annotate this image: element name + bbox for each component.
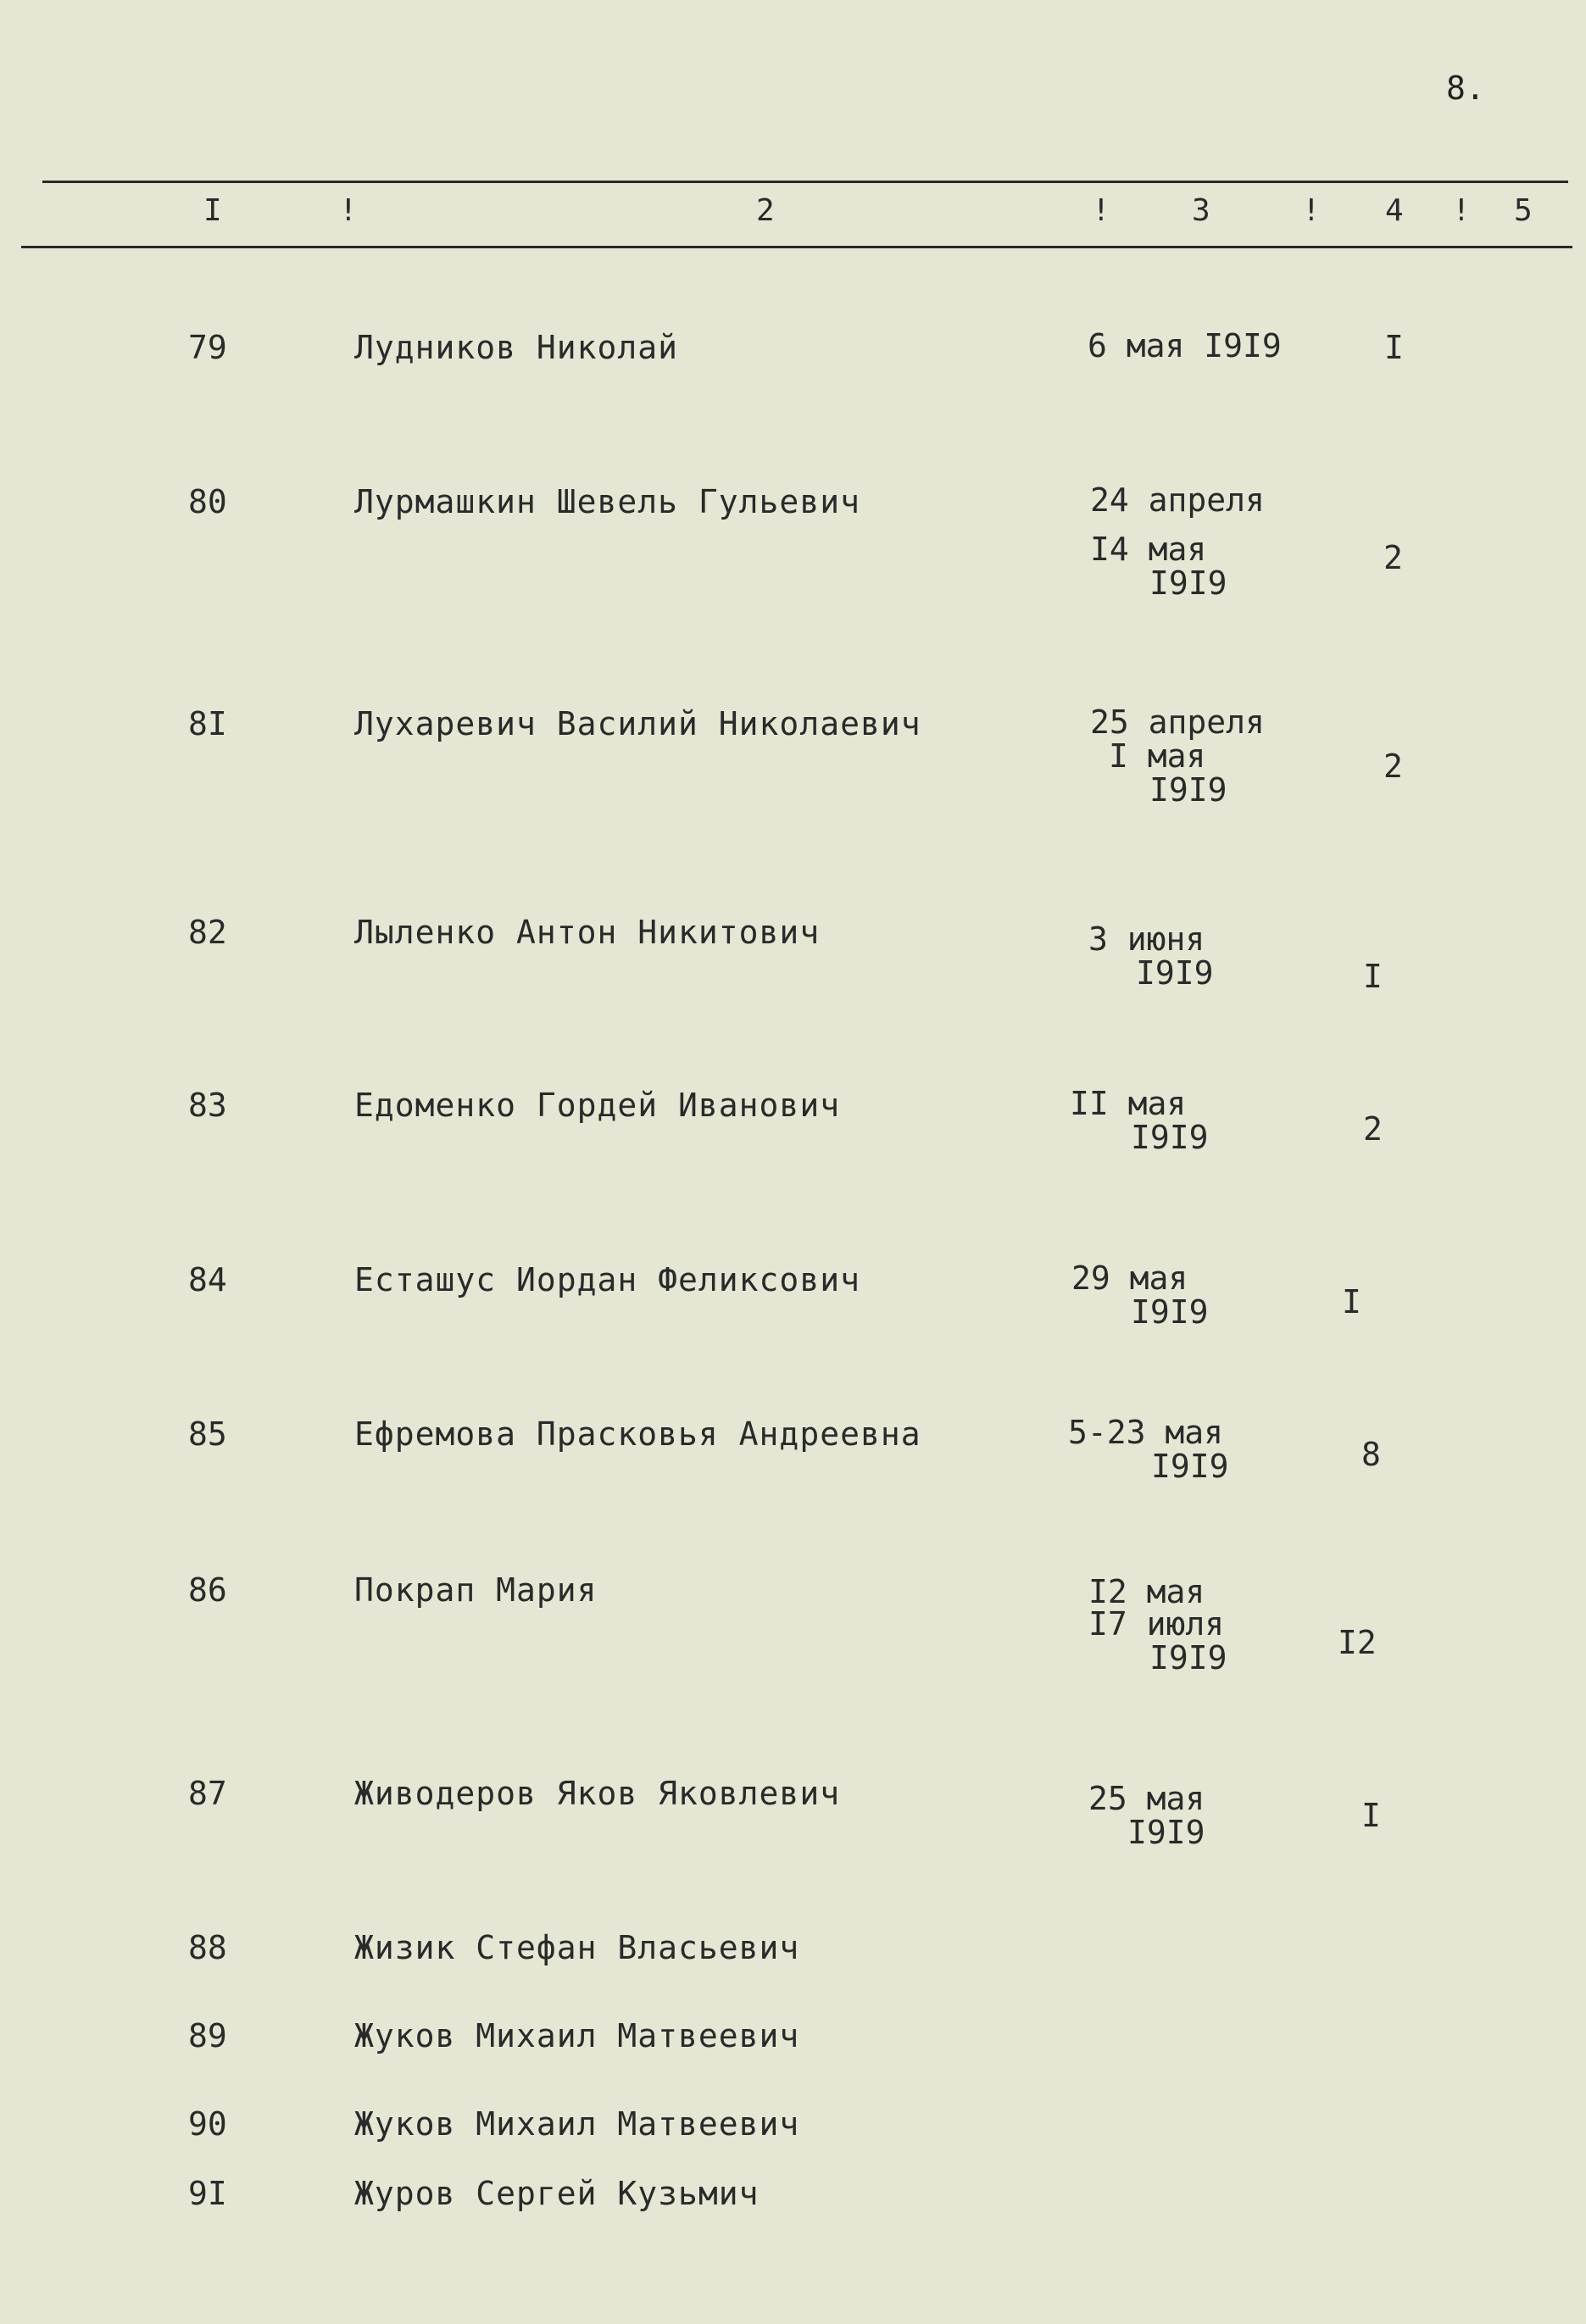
header-col-4: 4 — [1385, 193, 1404, 228]
count-cell: 8 — [1361, 1436, 1381, 1473]
date-cell — [1090, 483, 1265, 600]
date-line: 25 апреля — [1090, 703, 1265, 741]
date-line: I7 июля — [1088, 1605, 1225, 1643]
date-cell — [1070, 1087, 1209, 1154]
date-line: 3 июня — [1088, 920, 1205, 958]
count-cell: I — [1361, 1797, 1381, 1834]
row-number: 89 — [188, 2017, 227, 2054]
bleed-through-text — [34, 198, 1565, 210]
person-name: Ефремова Прасковья Андреевна — [354, 1415, 921, 1453]
date-line: I9I9 — [1136, 954, 1214, 992]
header-col-5: 5 — [1514, 193, 1533, 228]
date-line: 25 мая — [1088, 1780, 1205, 1817]
header-separator: ! — [339, 193, 358, 228]
date-line: 6 мая I9I9 — [1088, 327, 1282, 364]
person-name: Покрап Мария — [354, 1571, 598, 1609]
row-number: 83 — [188, 1087, 227, 1124]
row-number: 79 — [188, 329, 227, 366]
date-line: I9I9 — [1127, 1814, 1205, 1851]
person-name: Лудников Николай — [354, 329, 679, 366]
row-number: 88 — [188, 1929, 227, 1966]
count-cell: I — [1363, 958, 1383, 995]
header-col-1: I — [203, 193, 222, 228]
date-line: I9I9 — [1131, 1119, 1209, 1156]
person-name: Живодеров Яков Яковлевич — [354, 1775, 841, 1812]
date-line: I9I9 — [1151, 1448, 1229, 1485]
person-name: Жуков Михаил Матвеевич — [354, 2105, 800, 2143]
page-number: 8. — [1446, 69, 1485, 107]
date-cell — [1068, 1415, 1229, 1483]
row-number: 82 — [188, 914, 227, 951]
header-separator: ! — [1452, 193, 1471, 228]
row-number: 85 — [188, 1415, 227, 1453]
person-name: Журов Сергей Кузьмич — [354, 2175, 760, 2212]
row-number: 86 — [188, 1571, 227, 1609]
count-cell: 2 — [1383, 539, 1403, 576]
row-number: 90 — [188, 2105, 227, 2143]
header-separator: ! — [1092, 193, 1110, 228]
person-name: Едоменко Гордей Иванович — [354, 1087, 841, 1124]
count-cell: I — [1384, 329, 1404, 366]
row-number: 9I — [188, 2175, 227, 2212]
person-name: Лурмашкин Шевель Гульевич — [354, 483, 860, 520]
person-name: Жуков Михаил Матвеевич — [354, 2017, 800, 2054]
count-cell: 2 — [1363, 1110, 1383, 1148]
date-line: I9I9 — [1149, 1639, 1227, 1676]
date-line: I9I9 — [1131, 1293, 1209, 1331]
date-cell — [1071, 1261, 1209, 1329]
date-line: I9I9 — [1149, 771, 1227, 809]
person-name: Жизик Стефан Власьевич — [354, 1929, 800, 1966]
table-header-rule — [21, 246, 1572, 248]
date-cell — [1088, 329, 1282, 363]
header-col-2: 2 — [756, 193, 775, 228]
date-line: I2 мая — [1088, 1573, 1205, 1610]
person-name: Лыленко Антон Никитович — [354, 914, 821, 951]
date-cell — [1088, 1782, 1205, 1849]
row-number: 80 — [188, 483, 227, 520]
date-line: I мая — [1109, 737, 1206, 775]
date-cell — [1090, 705, 1265, 807]
count-cell: 2 — [1383, 748, 1403, 785]
date-line: 5-23 мая — [1068, 1414, 1224, 1451]
person-name: Лухаревич Василий Николаевич — [354, 705, 921, 742]
header-separator: ! — [1302, 193, 1321, 228]
person-name: Есташус Иордан Феликсович — [354, 1261, 860, 1298]
date-line: II мая — [1070, 1085, 1187, 1122]
row-number: 87 — [188, 1775, 227, 1812]
date-line: 24 апреля — [1090, 481, 1265, 519]
bleed-through-text — [34, 127, 1565, 139]
date-line: I4 мая — [1090, 531, 1207, 568]
header-col-3: 3 — [1192, 193, 1210, 228]
date-line: 29 мая — [1071, 1259, 1188, 1297]
date-cell — [1088, 922, 1214, 990]
count-cell: I — [1342, 1283, 1361, 1320]
row-number: 84 — [188, 1261, 227, 1298]
count-cell: I2 — [1338, 1624, 1377, 1661]
table-top-rule — [42, 181, 1568, 183]
date-line: I9I9 — [1149, 564, 1227, 602]
date-cell — [1088, 1575, 1227, 1675]
row-number: 8I — [188, 705, 227, 742]
